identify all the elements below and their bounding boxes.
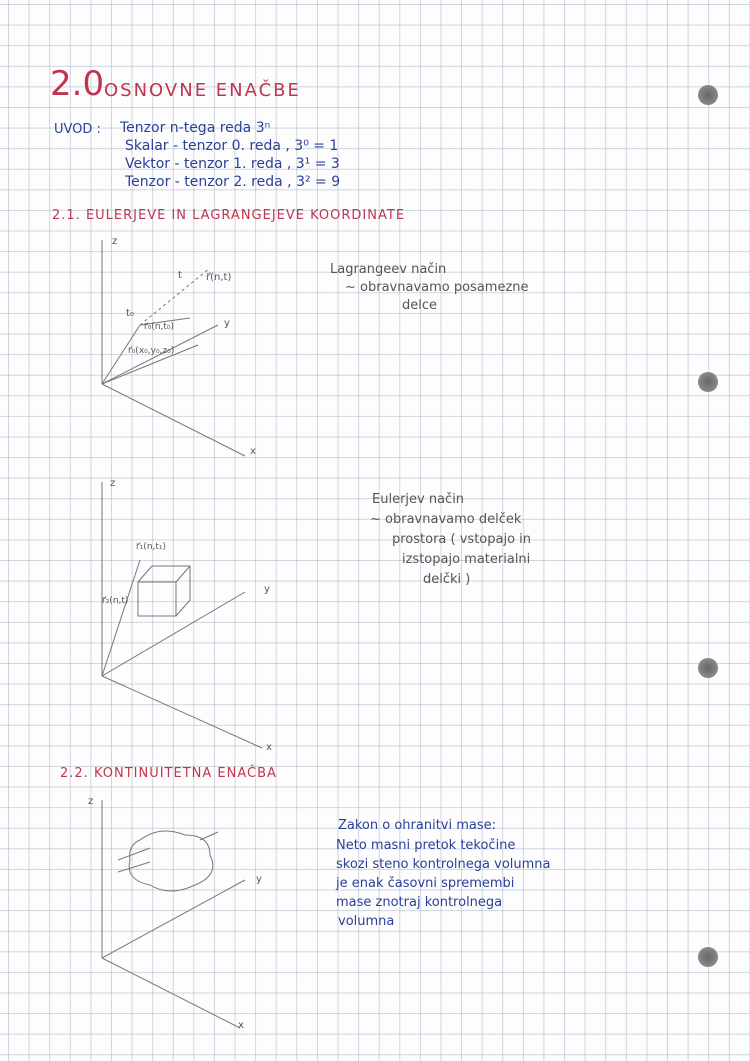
axis-label-y: y [256,874,262,885]
euler-note: ~ obravnavamo delček [370,512,522,527]
euler-note: prostora ( vstopajo in [392,532,532,547]
axis-label-z: z [110,478,116,489]
euler-note: izstopajo materialni [402,552,531,567]
continuity-note: Zakon o ohranitvi mase: [338,818,497,833]
label-r0: r⃗₀(n,t₀) [144,322,175,332]
intro-line: Tenzor - tenzor 2. reda , 3² = 9 [125,174,341,190]
axis-label-x: x [238,1020,244,1031]
axis-label-x: x [266,742,272,753]
intro-line: Skalar - tenzor 0. reda , 3⁰ = 1 [125,138,339,154]
intro-line: Tenzor n-tega reda 3ⁿ [120,120,271,136]
axis-label-z: z [112,236,118,247]
euler-note: delčki ) [423,572,471,587]
diagram-euler [102,482,262,748]
intro-line: Vektor - tenzor 1. reda , 3¹ = 3 [125,156,340,172]
axis-label-y: y [264,584,270,595]
label-t0: t₀ [126,308,134,319]
intro-label: UVOD : [54,122,101,137]
label-r0xyz: r⃗₀(x₀,y₀,z₀) [128,346,175,356]
section-heading: 2.2. KONTINUITETNA ENAČBA [60,766,277,781]
title-number: 2.0 [50,64,105,104]
lagrange-note: Lagrangeev način [330,262,447,277]
axis-label-z: z [88,796,94,807]
axis-label-x: x [250,446,256,457]
lagrange-note: delce [402,298,438,313]
euler-note: Eulerjev način [372,492,465,507]
diagram-continuity [102,800,245,1028]
axis-label-y: y [224,318,230,329]
continuity-note: volumna [338,914,395,929]
lagrange-note: ~ obravnavamo posamezne [345,280,529,295]
page-title: OSNOVNE ENAČBE [104,80,301,101]
continuity-note: mase znotraj kontrolnega [336,895,503,910]
continuity-note: skozi steno kontrolnega volumna [336,857,551,872]
label-r2: r⃗₂(n,t) [102,596,129,606]
continuity-note: je enak časovni spremembi [336,876,515,891]
section-heading: 2.1. EULERJEVE IN LAGRANGEJEVE KOORDINATE [52,208,406,223]
label-r1: r⃗₁(n,t₁) [136,542,167,552]
label-r: r⃗(n,t) [206,272,232,283]
continuity-note: Neto masni pretok tekočine [336,838,516,853]
label-t: t [178,270,182,281]
